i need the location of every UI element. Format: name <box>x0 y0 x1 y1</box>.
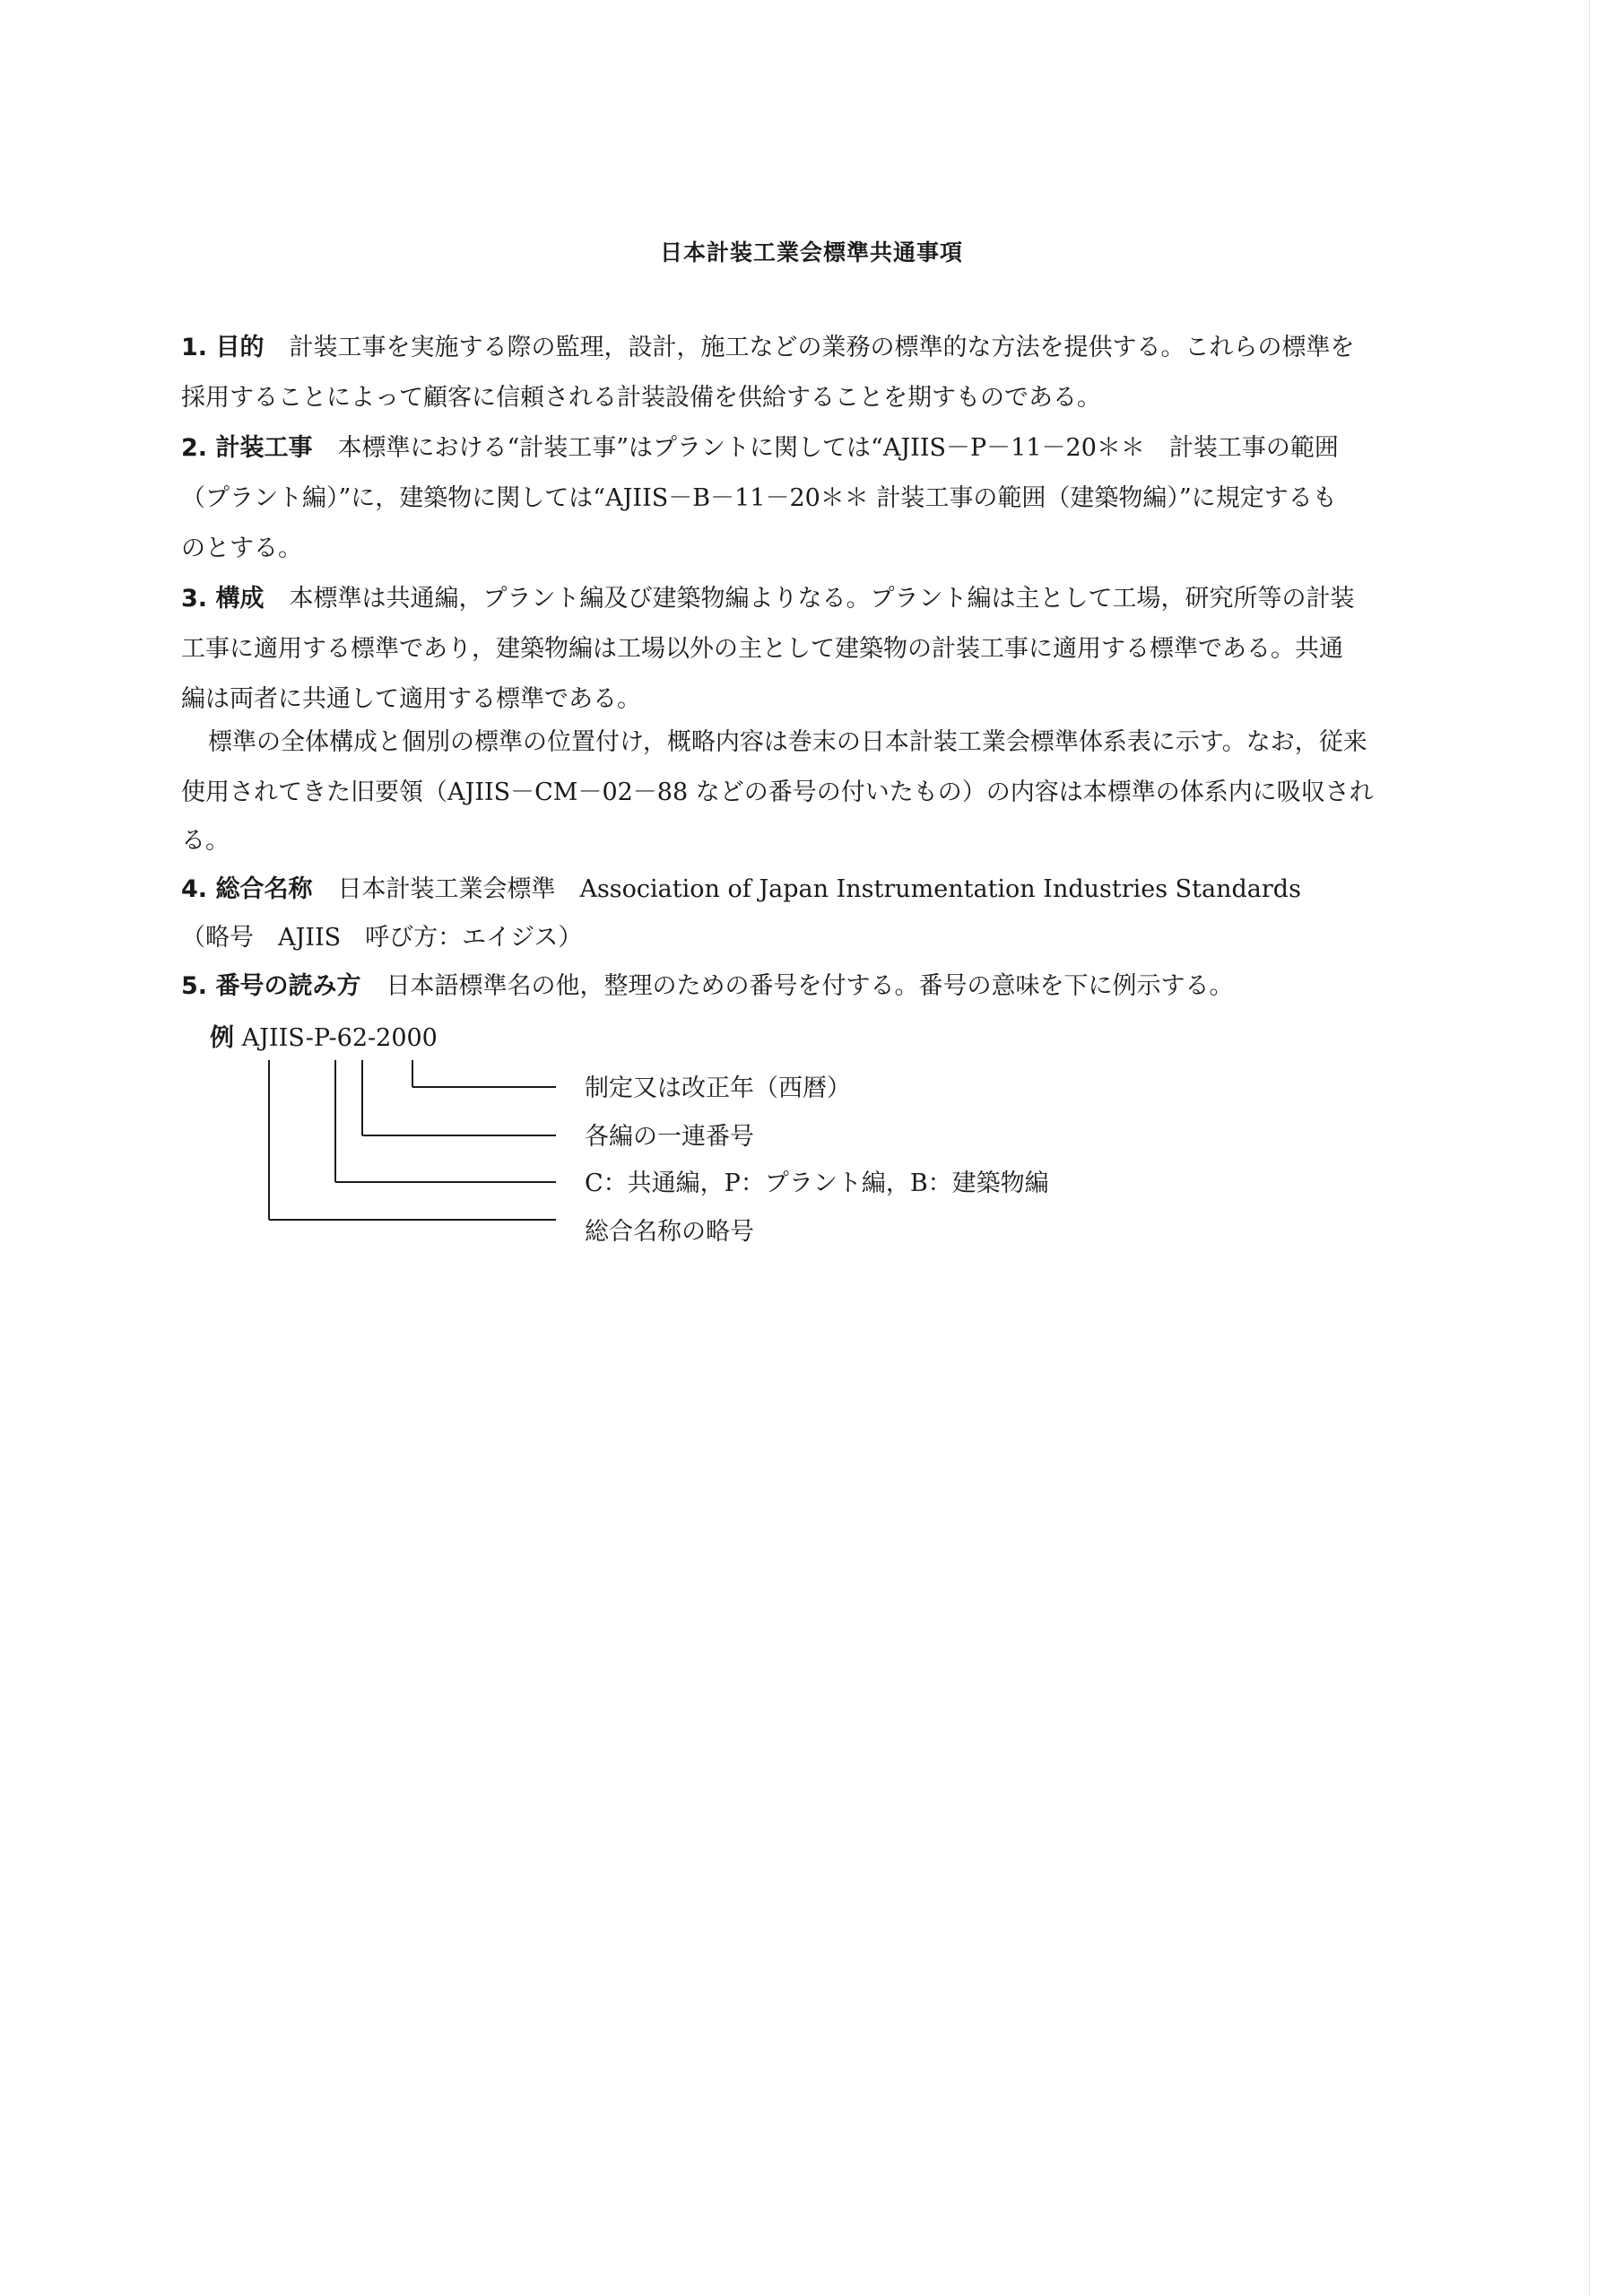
section-3-line-3: 編は両者に共通して適用する標準である。 <box>181 685 641 713</box>
legend-edition: C：共通編，P：プラント編，B：建築物編 <box>585 1170 1049 1197</box>
section-5-line-1 <box>181 969 1233 1004</box>
section-1-text-1: 計装工事を実施する際の監理，設計，施工などの業務の標準的な方法を提供する。これらの標準を <box>289 334 1355 361</box>
section-1-line-1 <box>181 330 1354 366</box>
section-4-line-2: （略号 AJIIS 呼び方：エイジス） <box>181 924 583 952</box>
section-5-text-1: 日本語標準名の他，整理のための番号を付する。番号の意味を下に例示する。 <box>386 972 1234 1000</box>
section-2-heading: 2. 計装工事 <box>181 434 313 462</box>
section-3-text-1: 本標準は共通編，プラント編及び建築物編よりなる。プラント編は主として工場，研究所等の計装 <box>289 585 1355 613</box>
section-2-line-2: （プラント編）”に，建築物に関しては“AJIIS－B－11－20＊＊ 計装工事の範囲（建築物編）”に規定するも <box>181 484 1337 512</box>
example-line <box>210 1021 438 1057</box>
section-5-heading: 5. 番号の読み方 <box>181 972 361 1000</box>
section-1-heading: 1. 目的 <box>181 334 265 361</box>
section-4-heading: 4. 総合名称 <box>181 875 313 903</box>
section-3-line-4: 標準の全体構成と個別の標準の位置付け，概略内容は巻末の日本計装工業会標準体系表に示す。なお，従来 <box>208 728 1367 756</box>
section-4-text-1: 日本計装工業会標準 Association of Japan Instrumentation Industries Standards <box>337 875 1301 903</box>
section-1-line-2: 採用することによって顧客に信頼される計装設備を供給することを期すものである。 <box>181 384 1101 412</box>
section-3-line-2: 工事に適用する標準であり，建築物編は工場以外の主として建築物の計装工事に適用する標準である。共通 <box>181 635 1343 663</box>
section-2-line-3: のとする。 <box>181 535 302 562</box>
legend-general-name-abbr: 総合名称の略号 <box>585 1218 754 1246</box>
example-label: 例 <box>210 1024 234 1052</box>
section-2-line-1 <box>181 430 1339 466</box>
page-edge-shadow <box>1589 0 1590 2296</box>
section-3-heading: 3. 構成 <box>181 585 265 613</box>
section-3-line-1 <box>181 581 1354 617</box>
section-4-line-1 <box>181 872 1301 908</box>
page-title: 日本計装工業会標準共通事項 <box>659 239 963 265</box>
example-code: AJIIS-P-62-2000 <box>241 1024 438 1052</box>
section-3-line-5: 使用されてきた旧要領（AJIIS－CM－02－88 などの番号の付いたもの）の内容は本標準の体系内に吸収され <box>181 778 1374 806</box>
section-3-line-6: る。 <box>181 827 230 855</box>
legend-year: 制定又は改正年（西暦） <box>585 1074 851 1102</box>
section-2-text-1: 本標準における“計装工事”はプラントに関しては“AJIIS－P－11－20＊＊ 計装工事の範囲 <box>337 434 1339 462</box>
legend-serial-number: 各編の一連番号 <box>585 1123 754 1151</box>
